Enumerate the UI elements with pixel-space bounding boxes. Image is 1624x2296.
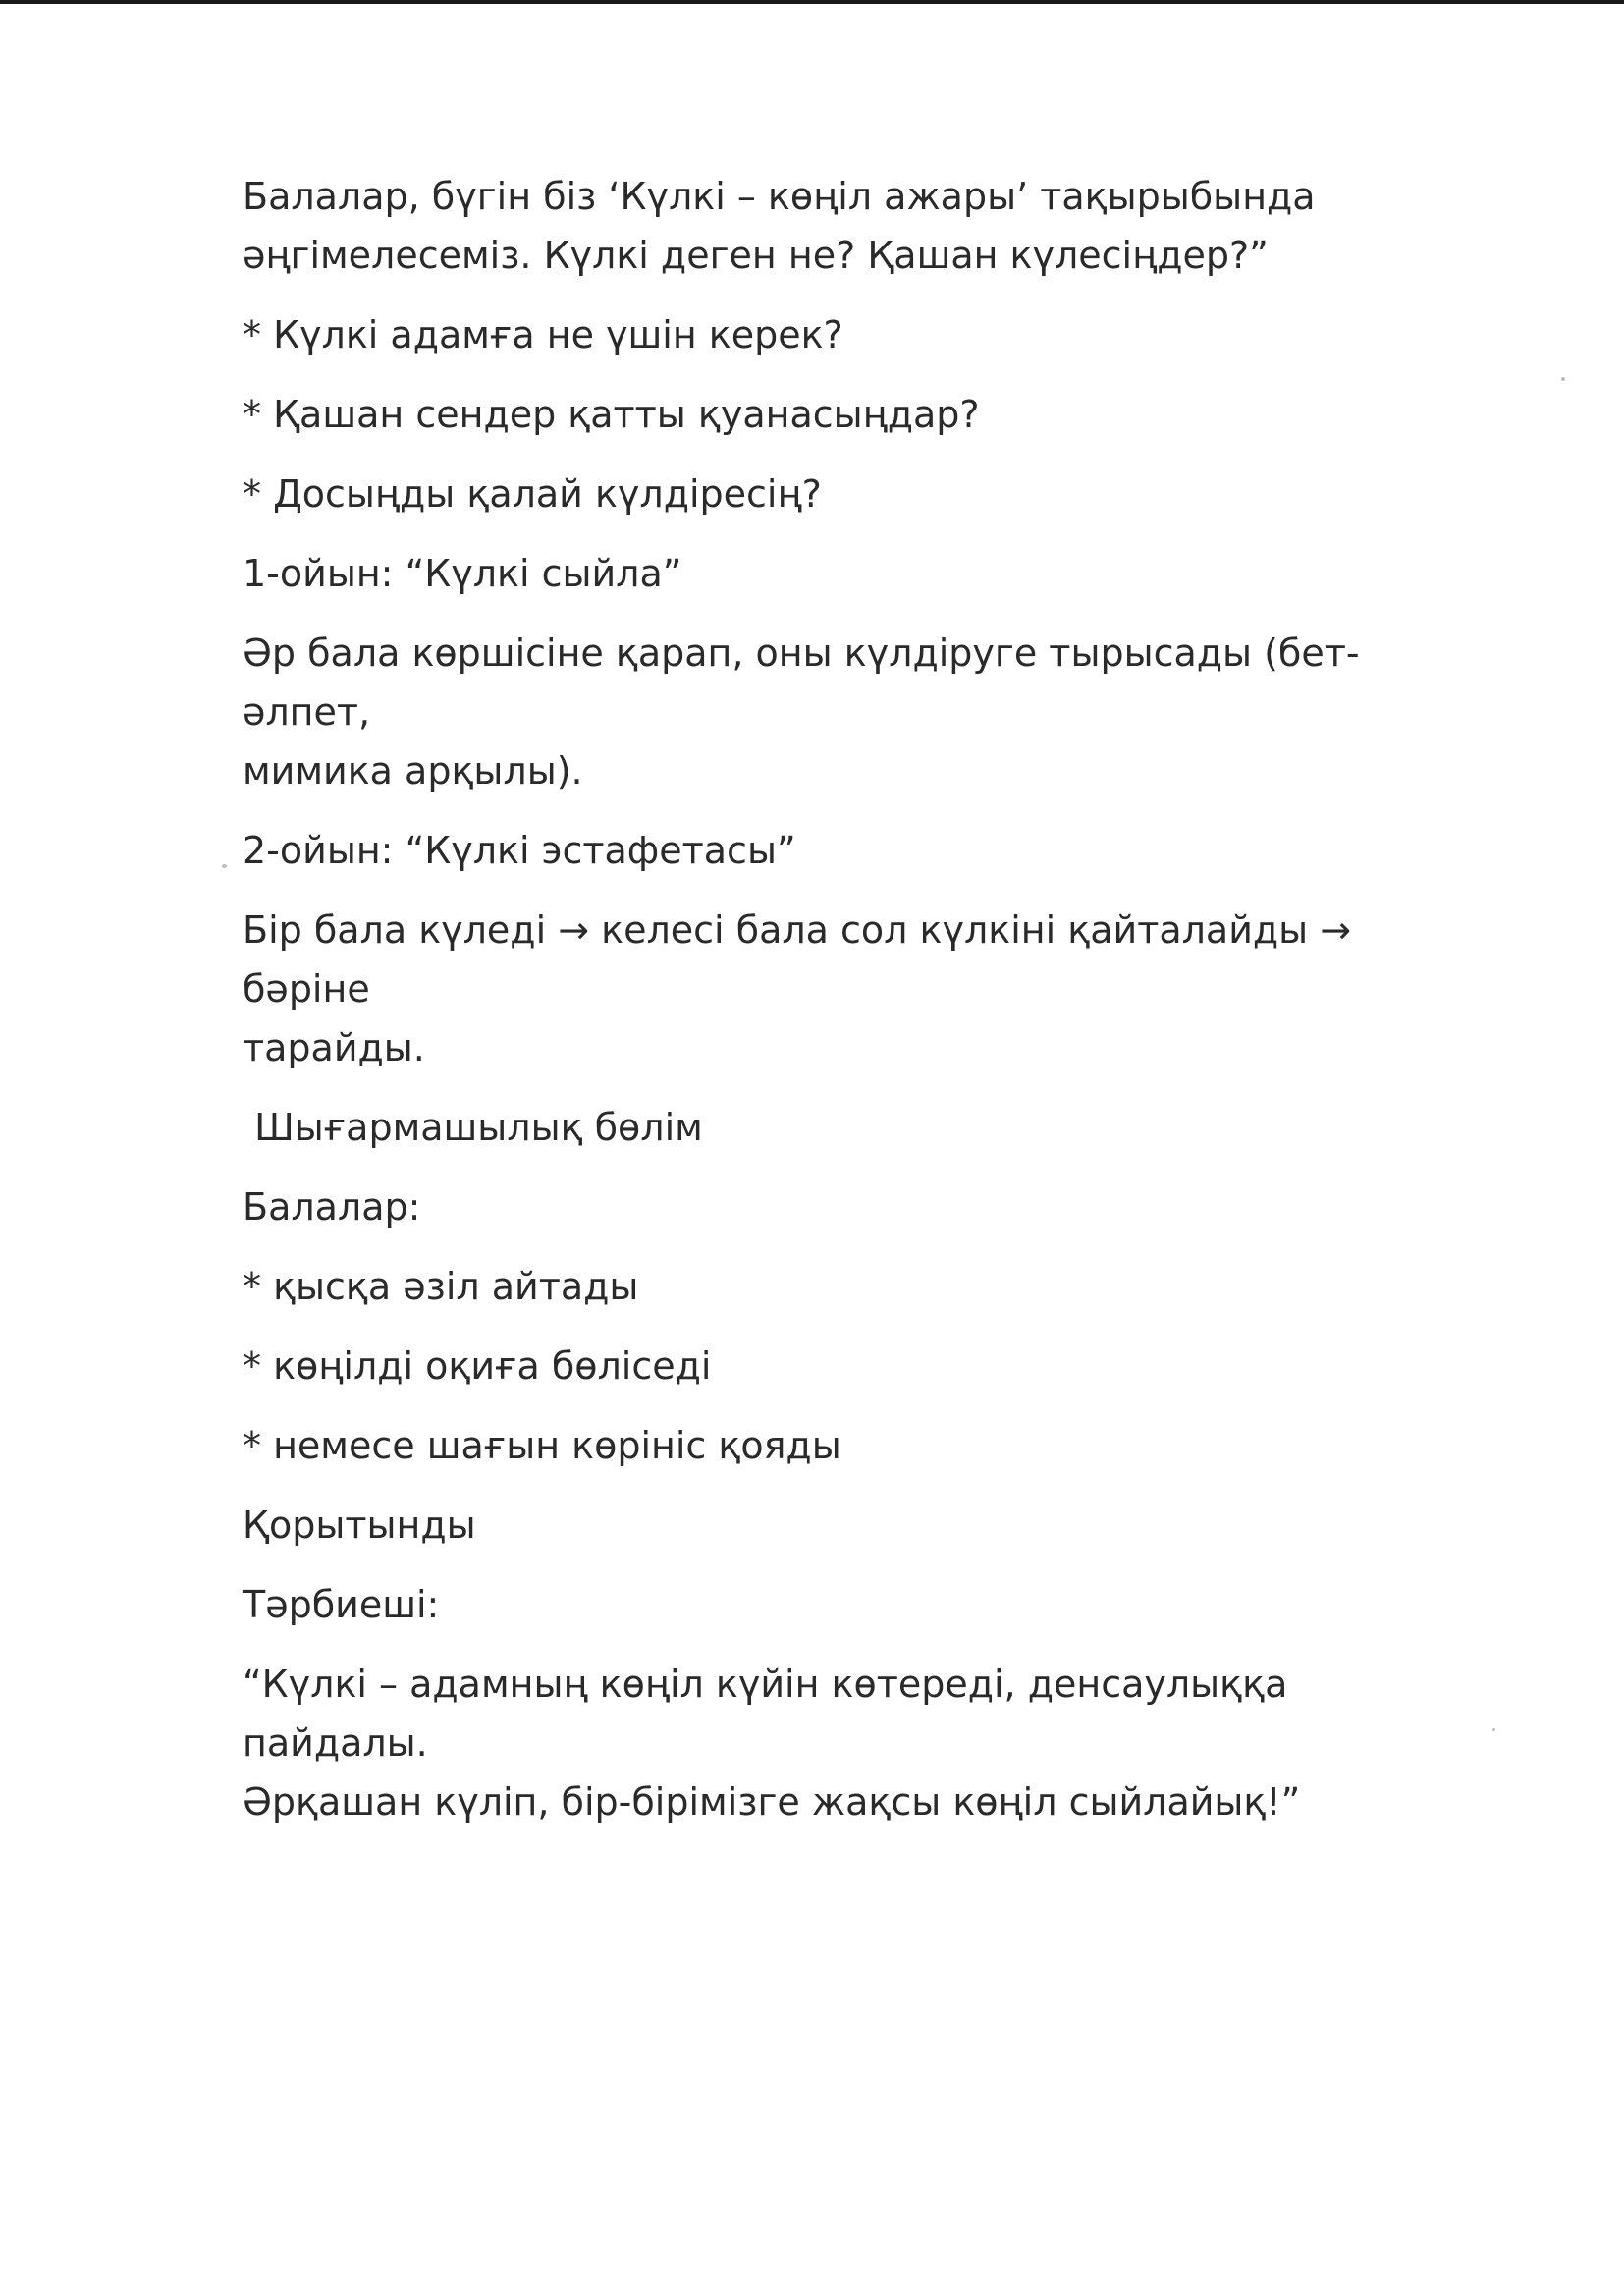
creative-section-heading: Шығармашылық бөлім: [243, 1106, 703, 1149]
question-item: * Досыңды қалай күлдіресің?: [243, 472, 822, 516]
question-item: * Қашан сендер қатты қуанасыңдар?: [243, 393, 980, 436]
closing-quote: “Күлкі – адамның көңіл күйін көтереді, денсаулыққа пайдалы. Әрқашан күліп, бір-бірімізге жақсы көңіл сыйлайық!”: [243, 1663, 1301, 1824]
game-2-description: Бір бала күледі → келесі бала сол күлкіні қайталайды → бәріне тарайды.: [243, 908, 1352, 1069]
scan-speck: [1492, 1728, 1495, 1731]
activity-item: * қысқа әзіл айтады: [243, 1265, 639, 1308]
activity-item: * көңілді оқиға бөліседі: [243, 1344, 712, 1388]
conclusion-heading: Қорытынды: [243, 1503, 476, 1547]
game-1-title: 1-ойын: “Күлкі сыйла”: [243, 552, 682, 595]
activity-item: * немесе шағын көрініс қояды: [243, 1424, 841, 1467]
teacher-label: Тәрбиеші:: [243, 1583, 440, 1626]
game-1-description: Әр бала көршісіне қарап, оны күлдіруге тырысады (бет-әлпет, мимика арқылы).: [243, 631, 1360, 793]
scan-speck: [1561, 377, 1565, 381]
children-label: Балалар:: [243, 1185, 421, 1229]
intro-paragraph: Балалар, бүгін біз ‘Күлкі – көңіл ажары’ тақырыбында әңгімелесеміз. Күлкі деген не? Қашан күлесіңдер?”: [243, 175, 1316, 277]
scan-top-edge: [0, 0, 1624, 4]
game-2-title: 2-ойын: “Күлкі эстафетасы”: [243, 829, 796, 872]
question-item: * Күлкі адамға не үшін керек?: [243, 313, 843, 356]
scan-speck: [222, 864, 227, 868]
document-body: [243, 167, 1450, 1852]
